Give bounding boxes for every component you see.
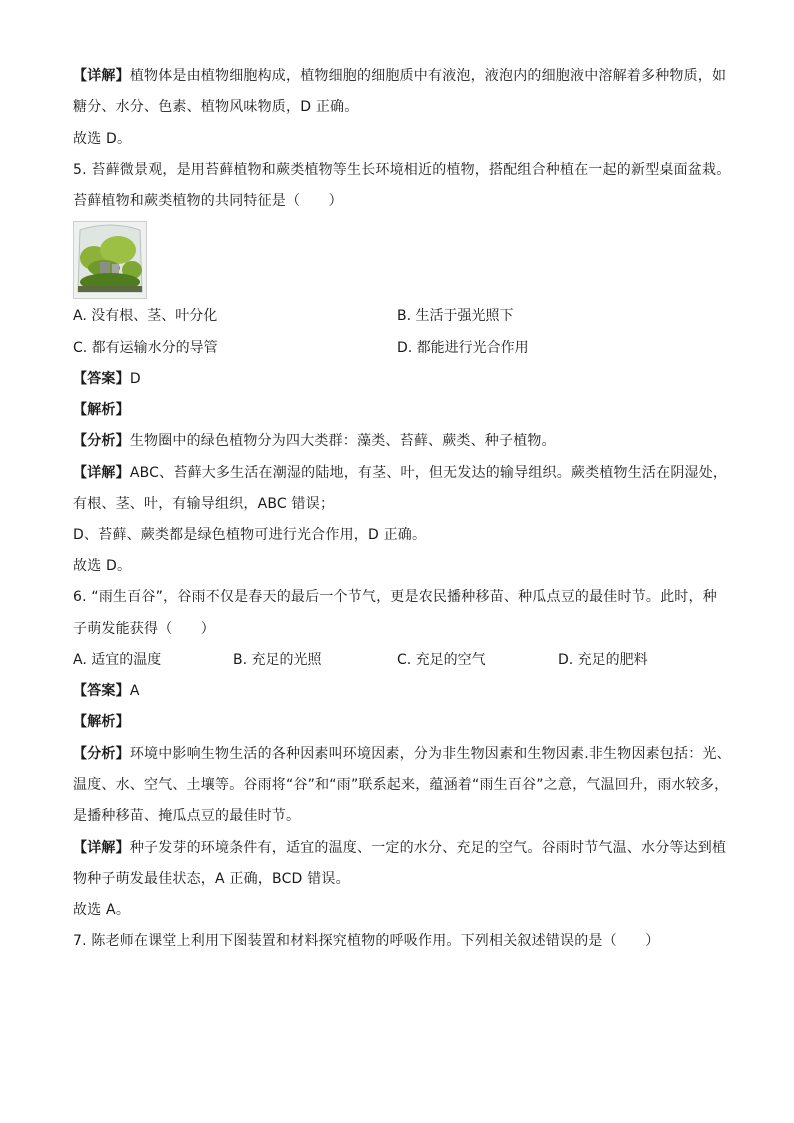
detail-tag: 【详解】 — [73, 68, 130, 84]
q6-stem-line1: 6. “雨生百谷”，谷雨不仅是春天的最后一个节气，更是农民播种移苗、种瓜点豆的最佳时节。此时，种 — [73, 589, 717, 605]
q6-stem-line2: 子萌发能获得（ ） — [73, 621, 215, 637]
fenxi-text: 环境中影响生物生活的各种因素叫环境因素，分为非生物因素和生物因素.非生物因素包括：光、 — [129, 746, 731, 762]
detail-text: 植物体是由植物细胞构成，植物细胞的细胞质中有液泡，液泡内的细胞液中溶解着多种物质，如 — [129, 68, 727, 84]
q7-stem-line1: 7. 陈老师在课堂上利用下图装置和材料探究植物的呼吸作用。下列相关叙述错误的是（ ） — [73, 933, 660, 949]
fenxi-tag: 【分析】 — [73, 433, 130, 449]
answer-value: A — [129, 683, 140, 699]
q5-detail-line2: 有根、茎、叶，有输导组织，ABC 错误； — [73, 496, 335, 512]
q6-option-c: C. 充足的空气 — [397, 652, 486, 668]
q6-option-b: B. 充足的光照 — [233, 652, 322, 668]
answer-value: D — [129, 371, 141, 387]
q6-detail-line1 — [73, 838, 726, 858]
detail-tag: 【详解】 — [73, 465, 130, 481]
q4-detail-line1 — [73, 66, 726, 86]
q6-detail-line2: 物种子萌发最佳状态，A 正确，BCD 错误。 — [73, 871, 350, 887]
q6-fenxi-line2: 温度、水、空气、土壤等。谷雨将“谷”和“雨”联系起来，蕴涵着“雨生百谷”之意，气温回升，雨水较多， — [73, 777, 729, 793]
q4-conclusion: 故选 D。 — [73, 131, 132, 147]
q5-option-d: D. 都能进行光合作用 — [397, 340, 529, 356]
q6-option-a: A. 适宜的温度 — [73, 652, 162, 668]
q6-fenxi-line3: 是播种移苗、掩瓜点豆的最佳时节。 — [73, 808, 301, 824]
q5-stem-line1: 5. 苔藓微景观，是用苔藓植物和蕨类植物等生长环境相近的植物，搭配组合种植在一起的新型桌面盆栽。 — [73, 162, 731, 178]
q6-analysis-tag: 【解析】 — [73, 714, 130, 730]
fenxi-tag: 【分析】 — [73, 746, 130, 762]
q5-option-c: C. 都有运输水分的导管 — [73, 340, 218, 356]
answer-tag: 【答案】 — [73, 683, 130, 699]
fenxi-text: 生物圈中的绿色植物分为四大类群：藻类、苔藓、蕨类、种子植物。 — [129, 433, 556, 449]
detail-text: 种子发芽的环境条件有，适宜的温度、一定的水分、充足的空气。谷雨时节气温、水分等达到植 — [129, 840, 727, 856]
q5-answer — [73, 369, 141, 389]
q5-option-a: A. 没有根、茎、叶分化 — [73, 308, 218, 324]
q5-detail-line1 — [73, 463, 727, 483]
q5-fenxi — [73, 431, 556, 451]
q6-answer — [73, 681, 140, 701]
terrarium-illustration — [74, 222, 146, 298]
moss-terrarium-photo — [73, 221, 147, 299]
detail-text: ABC、苔藓大多生活在潮湿的陆地，有茎、叶，但无发达的输导组织。蕨类植物生活在阴湿处， — [129, 465, 728, 481]
answer-tag: 【答案】 — [73, 371, 130, 387]
q5-detail-line3: D、苔藓、蕨类都是绿色植物可进行光合作用，D 正确。 — [73, 527, 427, 543]
q5-stem-line2: 苔藓植物和蕨类植物的共同特征是（ ） — [73, 193, 343, 209]
q4-detail-line2: 糖分、水分、色素、植物风味物质，D 正确。 — [73, 99, 359, 115]
q5-option-b: B. 生活于强光照下 — [397, 308, 514, 324]
q5-conclusion: 故选 D。 — [73, 558, 132, 574]
q6-fenxi-line1 — [73, 744, 731, 764]
q5-analysis-tag: 【解析】 — [73, 402, 130, 418]
q6-conclusion: 故选 A。 — [73, 902, 131, 918]
detail-tag: 【详解】 — [73, 840, 130, 856]
q6-option-d: D. 充足的肥料 — [558, 652, 648, 668]
